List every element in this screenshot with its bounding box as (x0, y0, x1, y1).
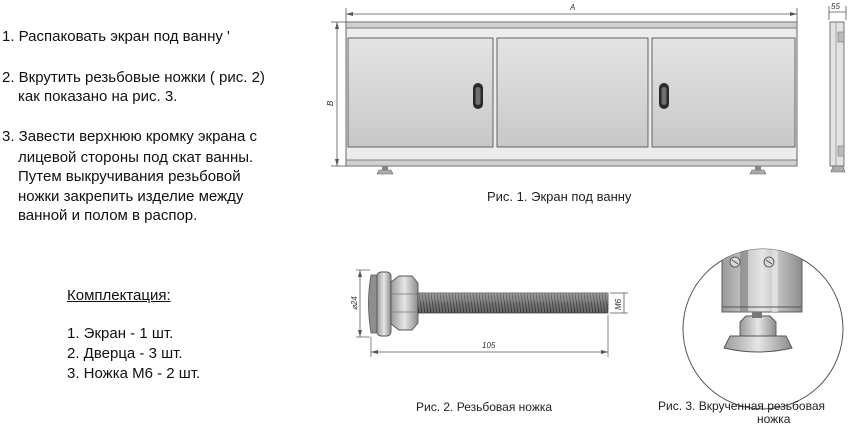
dimension-depth-label: 55 (831, 2, 840, 11)
kit-item-leg: 3. Ножка М6 - 2 шт. (67, 365, 201, 382)
figure-1-caption: Рис. 1. Экран под ванну (487, 189, 632, 204)
thread-size-label: M6 (614, 298, 623, 310)
dimension-a-label: A (570, 3, 576, 12)
length-label: 105 (482, 341, 496, 350)
instruction-step-2-cont: как показано на рис. 3. (18, 88, 178, 105)
figure-3-caption-cont: ножка (757, 412, 791, 426)
diameter-label: ⌀24 (350, 296, 359, 310)
screen-side-view (829, 6, 846, 172)
kit-title: Комплектация: (67, 287, 171, 304)
instruction-step-3-line-2: лицевой стороны под скат ванны. (18, 149, 254, 166)
kit-item-door: 2. Дверца - 3 шт. (67, 345, 183, 362)
figure-3-caption: Рис. 3. Вкрученная резьбовая (658, 399, 825, 413)
instruction-step-3: 3. Завести верхнюю кромку экрана с (2, 128, 258, 145)
instruction-step-1: 1. Распаковать экран под ванну ' (2, 28, 230, 45)
figure-2-caption: Рис. 2. Резьбовая ножка (416, 400, 553, 414)
kit-item-screen: 1. Экран - 1 шт. (67, 325, 174, 342)
screen-panel-drawing (331, 8, 797, 174)
instruction-step-3-line-4: ножки закрепить изделие между (18, 188, 244, 205)
leg-detail-drawing (683, 232, 843, 409)
dimension-b-label: B (326, 100, 335, 106)
instruction-step-2: 2. Вкрутить резьбовые ножки ( рис. 2) (2, 69, 265, 86)
instruction-step-3-line-5: ванной и полом в распор. (18, 207, 198, 224)
instruction-step-3-line-3: Путем выкручивания резьбовой (18, 168, 241, 185)
